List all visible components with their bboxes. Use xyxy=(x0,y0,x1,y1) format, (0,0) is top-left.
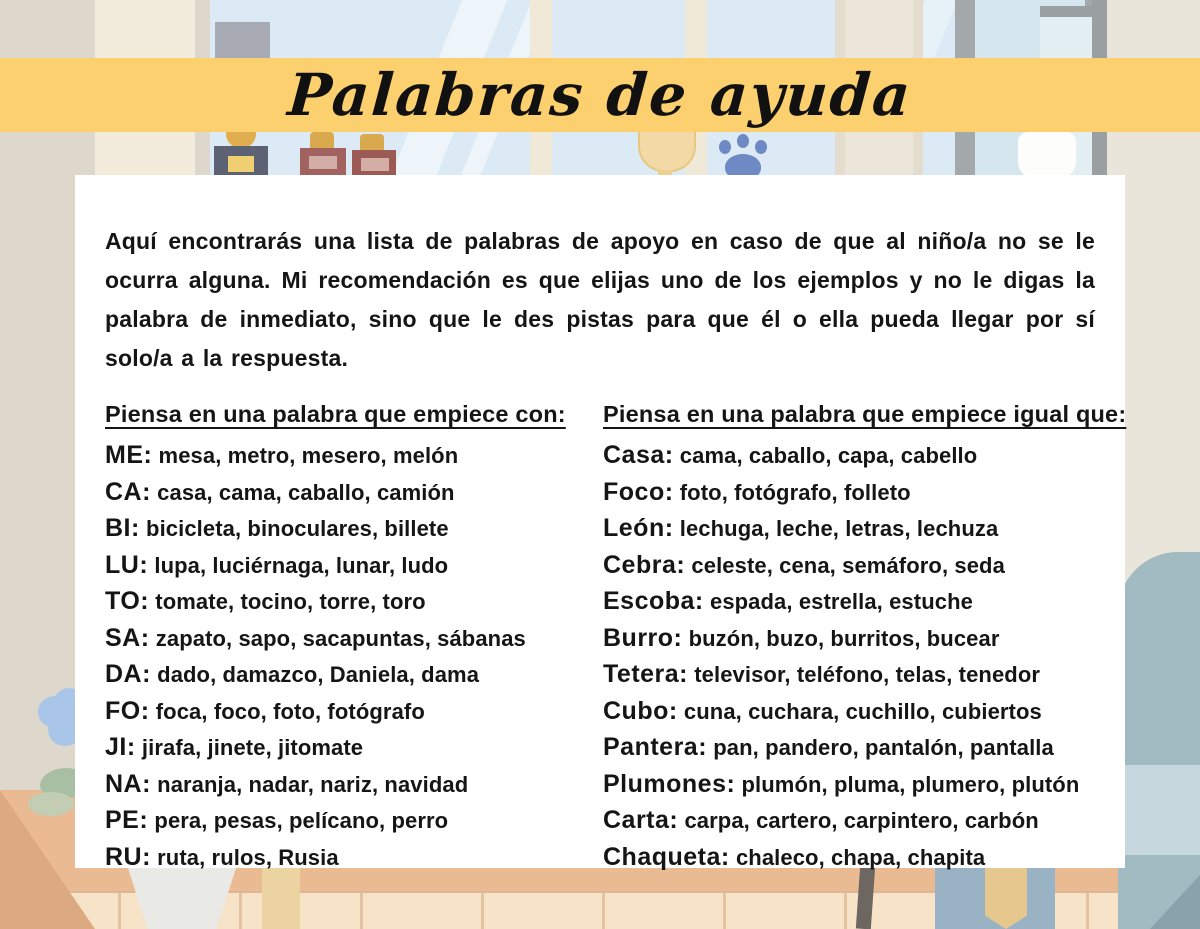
word-key: LU: xyxy=(105,550,149,579)
word-examples: lupa, luciérnaga, lunar, ludo xyxy=(148,552,449,578)
column-header: Piensa en una palabra que empiece igual que: xyxy=(603,401,1127,427)
word-examples: celeste, cena, semáforo, seda xyxy=(685,552,1005,578)
trophy-icon xyxy=(310,132,334,148)
word-key: León: xyxy=(603,514,674,542)
list-item xyxy=(105,437,557,474)
word-list xyxy=(105,437,557,875)
word-examples: buzón, buzo, burritos, bucear xyxy=(682,625,1000,651)
word-examples: zapato, sapo, sacapuntas, sábanas xyxy=(149,625,526,651)
picture-frame-top xyxy=(1040,6,1107,17)
list-item xyxy=(105,729,557,766)
page-title: Palabras de ayuda xyxy=(285,61,915,129)
armchair xyxy=(1118,552,1200,929)
word-key: Cebra: xyxy=(603,550,686,579)
word-examples: plumón, pluma, plumero, plutón xyxy=(735,771,1080,797)
list-item xyxy=(603,839,1095,876)
list-item xyxy=(603,620,1095,657)
word-examples: foca, foco, foto, fotógrafo xyxy=(149,698,425,724)
word-key: Pantera: xyxy=(603,733,708,761)
word-list xyxy=(603,437,1095,875)
list-item xyxy=(603,729,1095,766)
list-item xyxy=(603,474,1095,511)
window-sticker xyxy=(1018,132,1076,178)
column-empiece-con xyxy=(105,401,566,875)
word-examples: jirafa, jinete, jitomate xyxy=(135,735,364,760)
word-key: CA: xyxy=(105,477,151,506)
word-examples: bicicleta, binoculares, billete xyxy=(139,516,449,541)
word-examples: dado, damazco, Daniela, dama xyxy=(150,662,480,687)
list-item xyxy=(105,839,557,876)
word-examples: cama, caballo, capa, cabello xyxy=(673,443,978,468)
furniture-leg xyxy=(262,868,300,929)
list-item xyxy=(603,693,1095,730)
word-examples: televisor, teléfono, telas, tenedor xyxy=(688,662,1041,687)
list-item xyxy=(105,474,557,511)
list-item xyxy=(603,766,1095,803)
word-examples: carpa, cartero, carpintero, carbón xyxy=(678,808,1039,833)
trophy-icon xyxy=(360,134,384,150)
word-examples: naranja, nadar, nariz, navidad xyxy=(150,771,469,797)
list-item xyxy=(105,547,557,584)
word-examples: casa, cama, caballo, camión xyxy=(150,479,455,505)
word-key: TO: xyxy=(105,587,150,615)
word-key: Plumones: xyxy=(603,769,736,798)
list-item xyxy=(105,583,557,620)
list-item xyxy=(105,620,557,657)
intro-paragraph: Aquí encontrarás una lista de palabras de apoyo en caso de que al niño/a no se le ocurra alguna. Mi recomendación es que elijas uno de los ejemplos y no le digas la palabra de inmediato, sino que le des pistas para que él o ella pueda llegar por sí solo/a a la respuesta. xyxy=(105,228,1095,371)
word-key: Carta: xyxy=(603,806,679,834)
flower-leaf xyxy=(28,792,74,816)
list-item xyxy=(105,802,557,839)
word-examples: lechuga, leche, letras, lechuza xyxy=(673,516,999,541)
word-key: PE: xyxy=(105,806,149,834)
word-key: RU: xyxy=(105,842,151,871)
word-key: BI: xyxy=(105,514,140,542)
armchair-cushion xyxy=(1118,765,1200,855)
word-key: Chaqueta: xyxy=(603,842,730,871)
list-item xyxy=(105,693,557,730)
word-examples: ruta, rulos, Rusia xyxy=(150,844,339,870)
word-key: Foco: xyxy=(603,477,674,506)
title-banner xyxy=(0,58,1200,132)
list-item xyxy=(603,802,1095,839)
list-item xyxy=(105,510,557,547)
word-columns xyxy=(105,401,1127,875)
word-examples: chaleco, chapa, chapita xyxy=(729,844,986,870)
word-key: Tetera: xyxy=(603,660,689,688)
trophy-label xyxy=(228,156,254,172)
word-key: ME: xyxy=(105,441,153,469)
column-empiece-igual-que xyxy=(603,401,1127,875)
word-key: JI: xyxy=(105,733,136,761)
word-examples: pera, pesas, pelícano, perro xyxy=(148,808,449,833)
word-key: Burro: xyxy=(603,623,683,652)
list-item xyxy=(603,547,1095,584)
content-card xyxy=(75,175,1127,871)
word-examples: espada, estrella, estuche xyxy=(703,589,973,614)
list-item xyxy=(603,656,1095,693)
word-examples: tomate, tocino, torre, toro xyxy=(149,589,426,614)
shelf-box xyxy=(215,22,270,60)
list-item xyxy=(603,510,1095,547)
word-key: DA: xyxy=(105,660,151,688)
word-key: Casa: xyxy=(603,441,674,469)
list-item xyxy=(603,583,1095,620)
award-plaque xyxy=(300,148,346,178)
word-examples: cuna, cuchara, cuchillo, cubiertos xyxy=(677,698,1042,724)
word-key: NA: xyxy=(105,769,151,798)
word-examples: pan, pandero, pantalón, pantalla xyxy=(707,735,1054,760)
word-key: FO: xyxy=(105,696,150,725)
paw-print-icon xyxy=(718,134,768,180)
column-header: Piensa en una palabra que empiece con: xyxy=(105,401,566,427)
word-key: Cubo: xyxy=(603,696,678,725)
list-item xyxy=(603,437,1095,474)
word-key: SA: xyxy=(105,623,150,652)
award-plaque xyxy=(352,150,396,178)
word-key: Escoba: xyxy=(603,587,704,615)
list-item xyxy=(105,656,557,693)
word-examples: mesa, metro, mesero, melón xyxy=(152,443,459,468)
word-examples: foto, fotógrafo, folleto xyxy=(673,479,911,505)
list-item xyxy=(105,766,557,803)
